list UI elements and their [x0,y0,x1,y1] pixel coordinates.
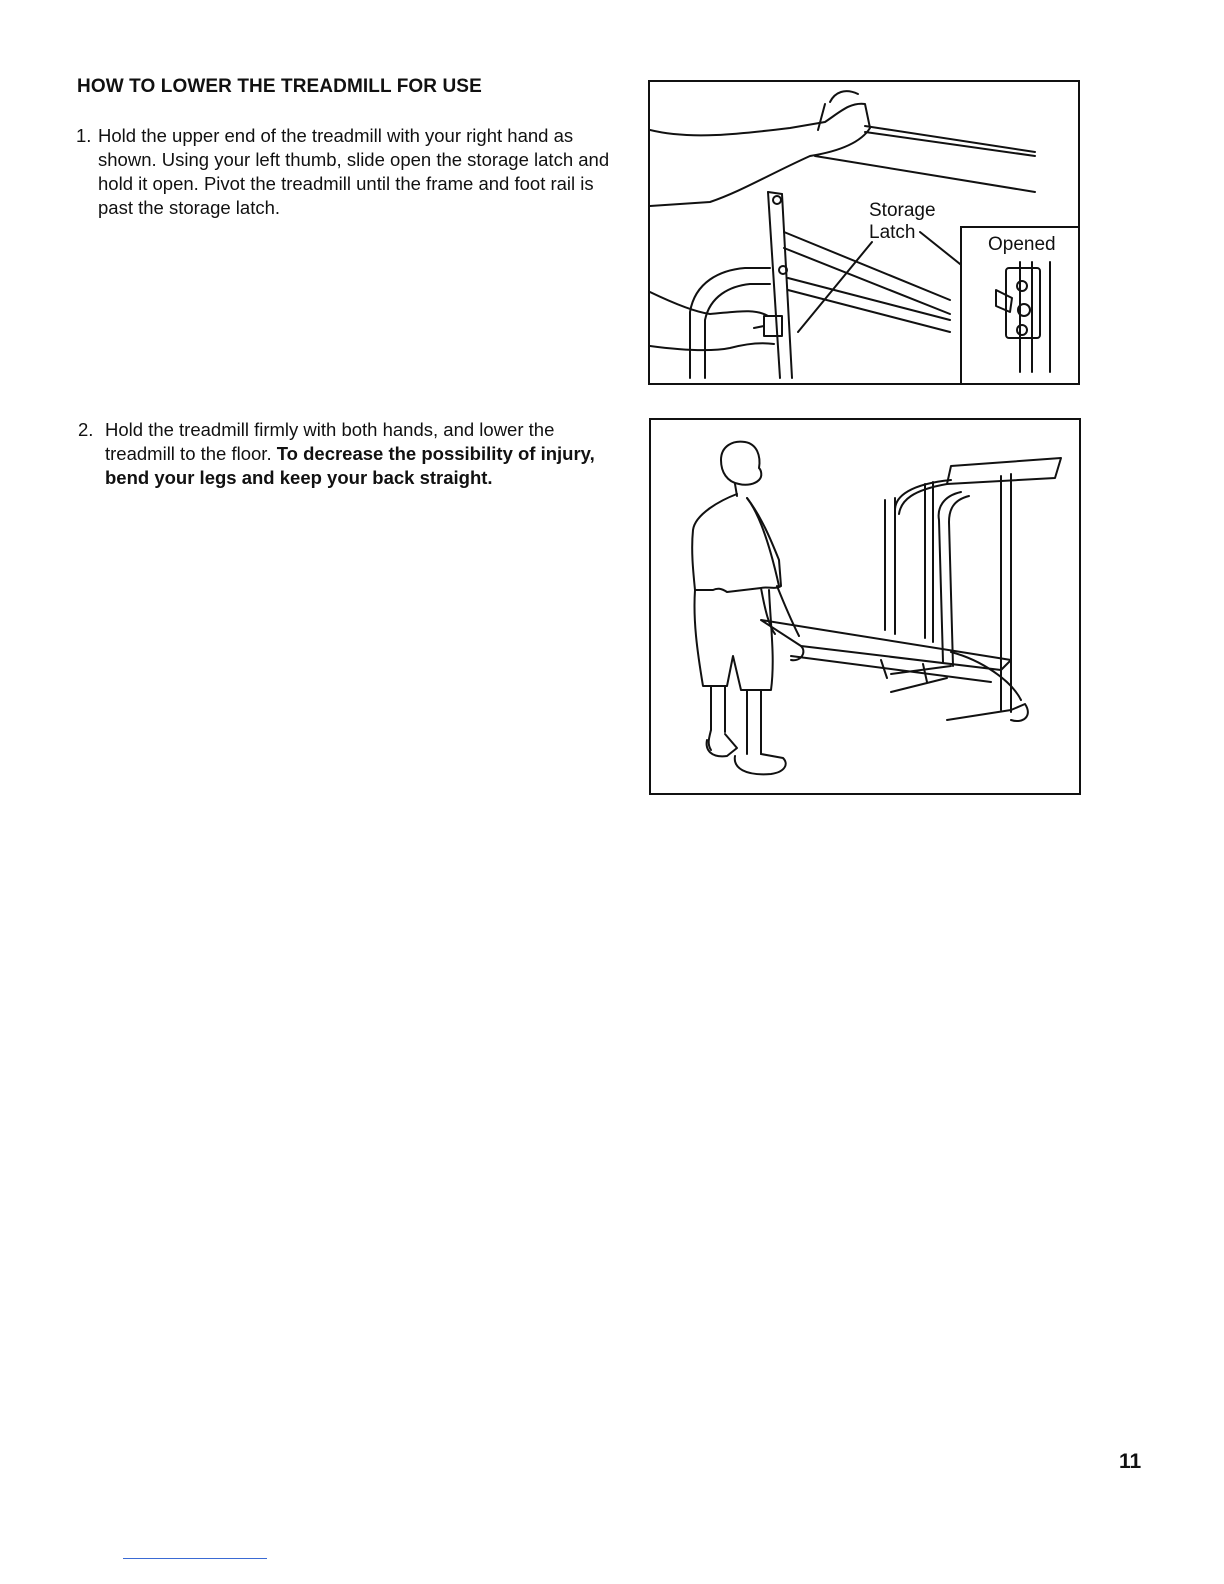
page-number: 11 [1119,1450,1142,1473]
instruction-step-1 [76,124,621,220]
step-number: 1. [76,125,92,146]
opened-label: Opened [988,234,1056,255]
latch-opened-inset [960,226,1080,385]
footer-rule [123,1558,267,1559]
storage-latch-illustration [648,80,1080,385]
step-number: 2. [78,419,94,440]
step-text: Hold the treadmill firmly with both hands, and lower the treadmill to the floor. [105,419,555,464]
lowering-treadmill-illustration [649,418,1081,795]
step-text: Hold the upper end of the treadmill with your right hand as shown. Using your left thumb, slide open the storage latch and hold it open. Pivot the treadmill until the frame and foot rail is past the storage latch. [98,125,610,218]
instruction-step-2 [78,418,608,490]
safety-warning: To decrease the possibility of injury, bend your legs and keep your back straight. [105,443,595,488]
storage-latch-callout: Storage Latch [869,200,936,243]
section-heading: HOW TO LOWER THE TREADMILL FOR USE [77,76,482,97]
